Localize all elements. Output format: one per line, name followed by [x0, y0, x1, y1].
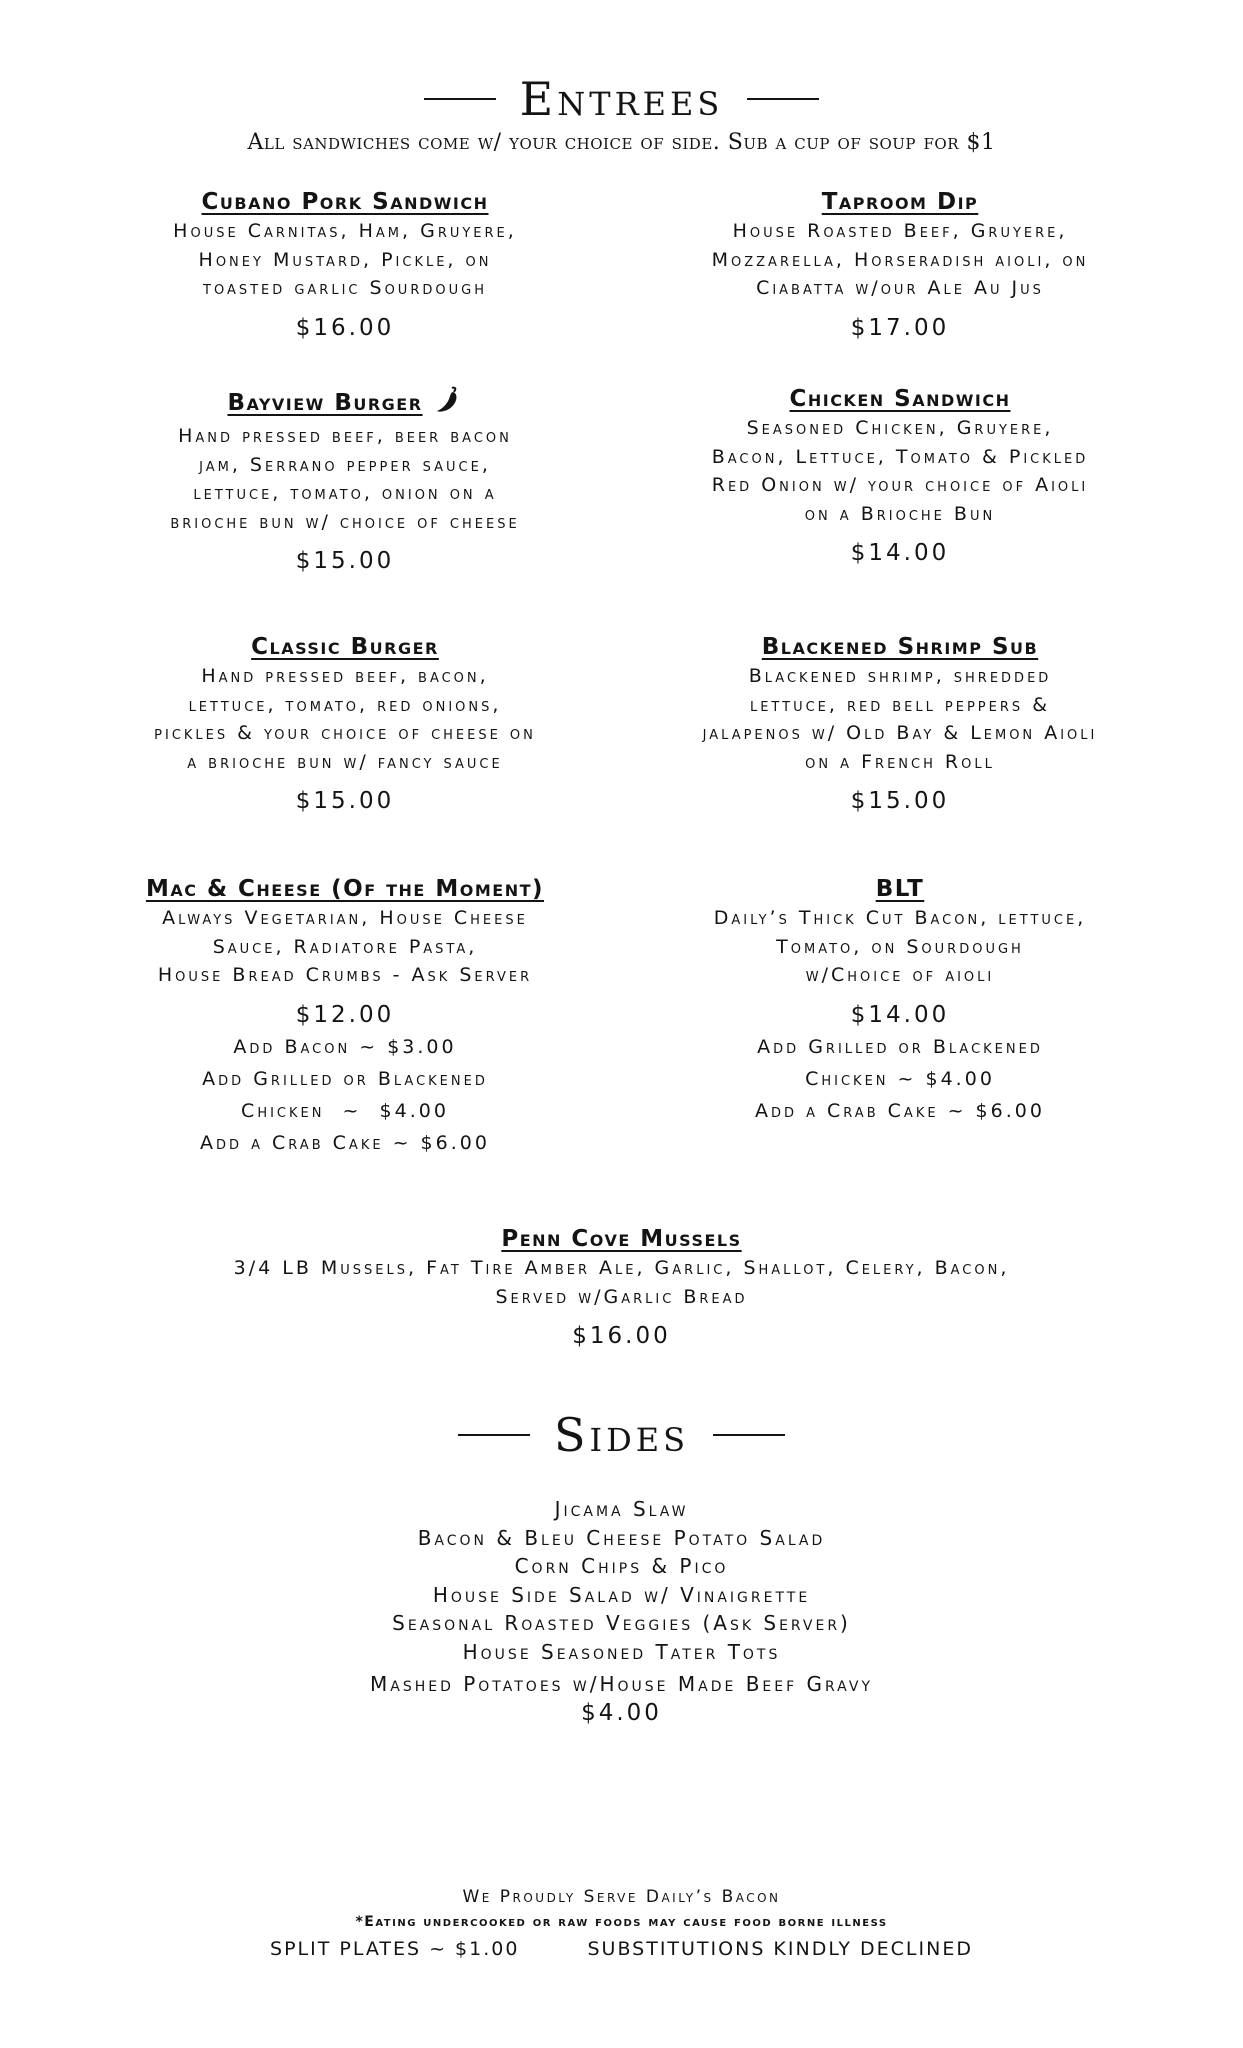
item-addon: Add Bacon ~ $3.00: [233, 1035, 457, 1058]
item-price: $14.00: [850, 1001, 950, 1028]
item-name-row: [60, 384, 630, 422]
item-addon: Chicken ~ $4.00: [241, 1099, 449, 1122]
heading-rule-right: [713, 1434, 785, 1436]
item-desc-line: jam, Serrano pepper sauce,: [199, 453, 491, 476]
entrees-subtitle: All sandwiches come w/ your choice of side. Sub a cup of soup for $1: [247, 130, 996, 155]
heading-rule-left: [424, 98, 496, 100]
chili-pepper-icon: [433, 384, 463, 422]
item-price: $14.00: [850, 540, 950, 566]
bacon-note: We Proudly Serve Daily’s Bacon: [462, 1887, 781, 1907]
menu-item-bayview-burger: [60, 384, 630, 576]
item-addon: Chicken ~ $4.00: [805, 1067, 995, 1090]
item-price: $17.00: [850, 314, 950, 341]
item-name: Mac & Cheese (Of the Moment): [145, 876, 545, 902]
item-desc-line: Red Onion w/ your choice of Aioli: [711, 474, 1089, 496]
side-item: Jicama Slaw: [554, 1497, 689, 1521]
item-name: Bayview Burger: [227, 390, 423, 416]
item-name: Chicken Sandwich: [789, 386, 1011, 412]
menu-item-blt: [615, 874, 1185, 1126]
item-desc-line: Blackened shrimp, shredded: [748, 665, 1052, 687]
entrees-heading: [0, 72, 1243, 126]
item-addon: Add a Crab Cake ~ $6.00: [200, 1131, 490, 1154]
entrees-title: Entrees: [519, 72, 724, 126]
item-desc-line: Ciabatta w/our Ale Au Jus: [756, 277, 1044, 299]
item-desc-line: 3/4 LB Mussels, Fat Tire Amber Ale, Garlic, Shallot, Celery, Bacon,: [233, 1257, 1010, 1279]
item-desc-line: House Roasted Beef, Gruyere,: [732, 220, 1068, 242]
item-addon: Add Grilled or Blackened: [757, 1035, 1043, 1058]
item-desc-line: pickles & your choice of cheese on: [154, 722, 536, 744]
menu-item-mac-and-cheese: [60, 874, 630, 1158]
menu-footer: [0, 1884, 1243, 1964]
policy-line: [0, 1934, 1243, 1964]
item-desc-line: on a Brioche Bun: [804, 502, 996, 525]
menu-item-taproom-dip: [615, 187, 1185, 343]
item-name: Cubano Pork Sandwich: [201, 189, 489, 215]
item-desc-line: Seasoned Chicken, Gruyere,: [746, 417, 1054, 439]
item-desc-line: Tomato, on Sourdough: [776, 935, 1024, 958]
sides-list: [0, 1495, 1243, 1699]
heading-rule-left: [458, 1434, 530, 1436]
side-item: Bacon & Bleu Cheese Potato Salad: [417, 1525, 826, 1550]
item-price: $12.00: [295, 1001, 395, 1028]
menu-item-penn-cove-mussels: [40, 1224, 1203, 1351]
item-desc-line: toasted garlic Sourdough: [203, 277, 487, 299]
item-desc-line: jalapenos w/ Old Bay & Lemon Aioli: [702, 722, 1098, 744]
item-desc-line: lettuce, tomato, red onions,: [188, 693, 502, 716]
item-desc-line: on a French Roll: [805, 750, 995, 773]
item-price: $16.00: [572, 1323, 671, 1349]
health-warning: *Eating undercooked or raw foods may cause food borne illness: [355, 1914, 888, 1930]
menu-item-cubano: [60, 187, 630, 343]
item-addon: Add a Crab Cake ~ $6.00: [755, 1099, 1045, 1122]
side-item: Seasonal Roasted Veggies (Ask Server): [392, 1611, 851, 1635]
side-item: House Seasoned Tater Tots: [462, 1639, 781, 1664]
split-plates-note: SPLIT PLATES ~ $1.00: [270, 1938, 520, 1960]
item-name: Classic Burger: [251, 634, 439, 660]
item-desc-line: Mozzarella, Horseradish aioli, on: [711, 248, 1089, 271]
item-desc-line: Daily’s Thick Cut Bacon, lettuce,: [713, 907, 1087, 929]
item-desc-line: Hand pressed beef, beer bacon: [178, 425, 512, 447]
item-name: Penn Cove Mussels: [501, 1226, 742, 1252]
sides-heading: [0, 1408, 1243, 1462]
item-desc-line: House Bread Crumbs - Ask Server: [157, 964, 533, 986]
item-desc-line: brioche bun w/ choice of cheese: [170, 510, 520, 533]
item-desc-line: w/Choice of aioli: [805, 964, 995, 986]
item-desc-line: Sauce, Radiatore Pasta,: [212, 935, 478, 958]
menu-item-blackened-shrimp-sub: [615, 632, 1185, 816]
item-desc-line: lettuce, tomato, onion on a: [193, 482, 497, 504]
item-desc-line: a brioche bun w/ fancy sauce: [187, 750, 503, 773]
item-name: BLT: [875, 876, 925, 902]
item-name: Taproom Dip: [821, 189, 979, 215]
item-desc-line: Always Vegetarian, House Cheese: [162, 907, 528, 929]
menu-item-chicken-sandwich: [615, 384, 1185, 568]
side-item: Mashed Potatoes w/House Made Beef Gravy: [369, 1672, 873, 1696]
item-desc-line: House Carnitas, Ham, Gruyere,: [173, 220, 517, 242]
item-price: $15.00: [295, 548, 395, 574]
item-price: $15.00: [295, 788, 395, 814]
sides-title: Sides: [553, 1408, 690, 1462]
item-name: Blackened Shrimp Sub: [761, 634, 1039, 660]
side-item: Corn Chips & Pico: [514, 1554, 729, 1578]
item-price: $16.00: [295, 314, 395, 341]
side-item: House Side Salad w/ Vinaigrette: [432, 1582, 811, 1607]
substitutions-note: SUBSTITUTIONS KINDLY DECLINED: [587, 1938, 973, 1960]
item-price: $15.00: [850, 788, 950, 814]
item-desc-line: Hand pressed beef, bacon,: [201, 665, 489, 687]
menu-item-classic-burger: [60, 632, 630, 816]
sides-price: $4.00: [581, 1700, 662, 1726]
item-desc-line: Honey Mustard, Pickle, on: [198, 248, 492, 271]
item-desc-line: Served w/Garlic Bread: [495, 1285, 748, 1308]
heading-rule-right: [747, 98, 819, 100]
item-addon: Add Grilled or Blackened: [202, 1067, 488, 1090]
item-desc-line: Bacon, Lettuce, Tomato & Pickled: [711, 445, 1089, 468]
item-desc-line: lettuce, red bell peppers &: [749, 693, 1051, 716]
